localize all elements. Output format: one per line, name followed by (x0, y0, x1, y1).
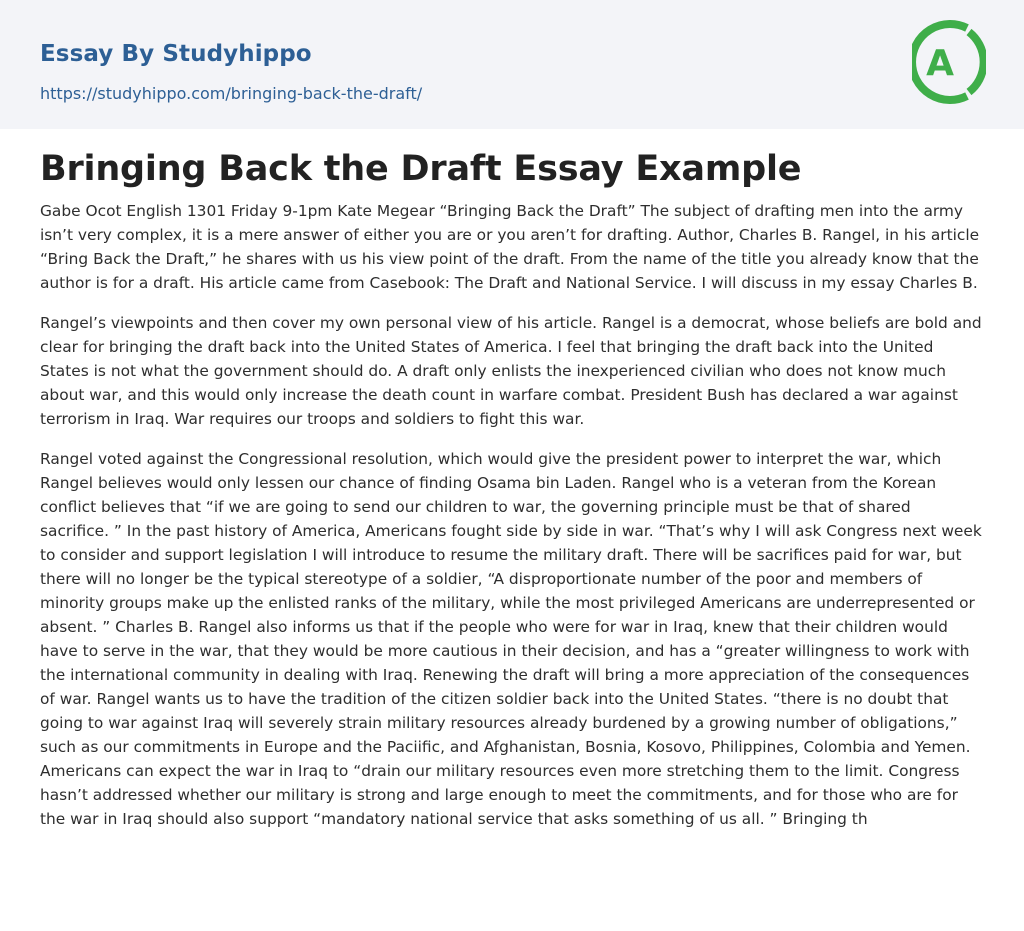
studyhippo-logo-icon[interactable] (912, 19, 986, 105)
article-paragraph-2: Rangel’s viewpoints and then cover my own personal view of his article. Rangel is a democrat, whose beliefs are bold and clear for bringing the draft back into the United States of America. I feel that bringing the draft back into the United States is not what the government should do. A draft only enlists the inexperienced civilian who does not know much about war, and this would only increase the death count in warfare combat. President Bush has declared a war against terrorism in Iraq. War requires our troops and soldiers to fight this war. (40, 314, 982, 428)
article-title: Bringing Back the Draft Essay Example (40, 149, 802, 189)
article-paragraph-1: Gabe Ocot English 1301 Friday 9-1pm Kate Megear “Bringing Back the Draft” The subject of drafting men into the army isn’t very complex, it is a mere answer of either you are or you aren’t for drafting. Author, Charles B. Rangel, in his article “Bring Back the Draft,” he shares with us his view point of the draft. From the name of the title you already know that the author is for a draft. His article came from Casebook: The Draft and National Service. I will discuss in my essay Charles B. (40, 202, 980, 292)
logo-letter: A (926, 43, 954, 84)
site-header (0, 0, 1024, 129)
article (0, 129, 1024, 831)
page-url-link[interactable]: https://studyhippo.com/bringing-back-the-draft/ (40, 84, 423, 103)
article-paragraph-3: Rangel voted against the Congressional resolution, which would give the president power to interpret the war, which Rangel believes would only lessen our chance of finding Osama bin Laden. Rangel who is a veteran from the Korean conflict believes that “if we are going to send our children to war, the governing principle must be that of shared sacrifice. ” In the past history of America, Americans fought side by side in war. “That’s why I will ask Congress next week to consider and support legislation I will introduce to resume the military draft. There will be sacrifices paid for war, but there will no longer be the typical stereotype of a soldier, “A disproportionate number of the poor and members of minority groups make up the enlisted ranks of the military, while the most privileged Americans are underrepresented or absent. ” Charles B. Rangel also informs us that if the people who were for war in Iraq, knew that their children would have to serve in the war, that they would be more cautious in their decision, and has a “greater willingness to work with the international community in dealing with Iraq. Renewing the draft will bring a more appreciation of the consequences of war. Rangel wants us to have the tradition of the citizen soldier back into the United States. “there is no doubt that going to war against Iraq will severely strain military resources already burdened by a growing number of obligations,” such as our commitments in Europe and the Paciific, and Afghanistan, Bosnia, Kosovo, Philippines, Colombia and Yemen. Americans can expect the war in Iraq to “drain our military resources even more stretching them to the limit. Congress hasn’t addressed whether our military is strong and large enough to meet the commitments, and for those who are for the war in Iraq should also support “mandatory national service that asks something of us all. ” Bringing th (40, 450, 982, 828)
site-brand[interactable]: Essay By Studyhippo (40, 41, 312, 67)
